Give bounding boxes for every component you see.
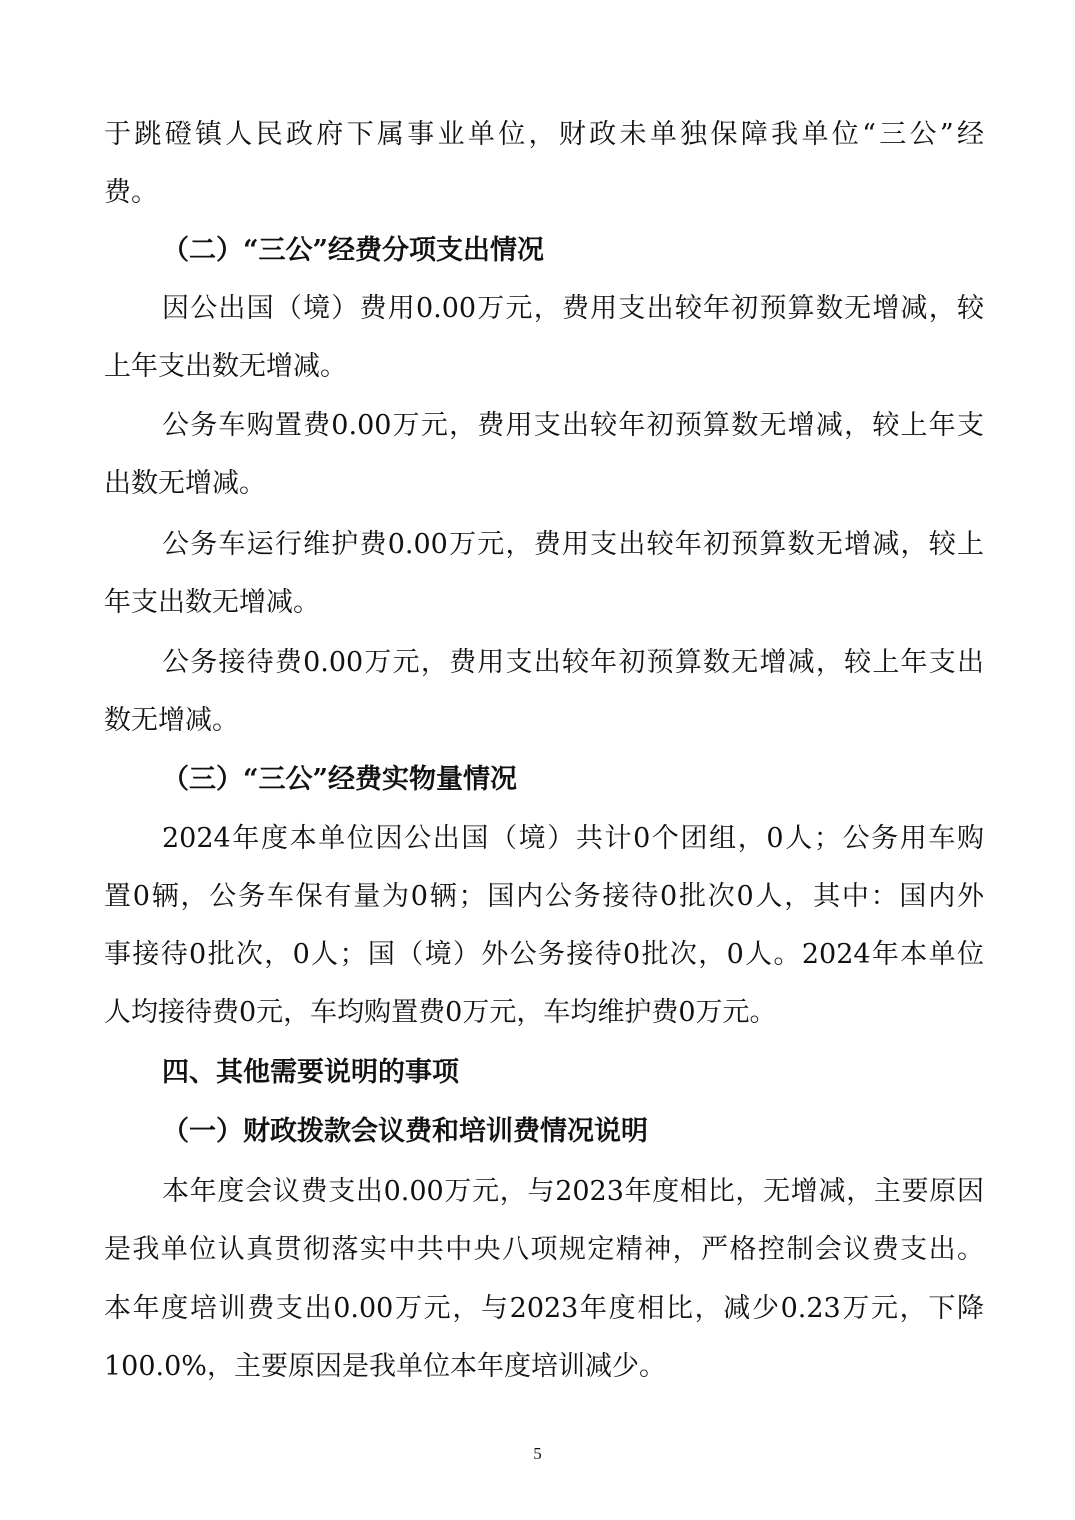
section-heading: （二）“三公”经费分项支出情况 [162, 235, 545, 266]
paragraph-line: 上年支出数无增减。 [104, 351, 347, 382]
paragraph-line: 数无增减。 [104, 705, 239, 736]
paragraph-line: 出数无增减。 [104, 468, 266, 499]
paragraph-line: 2024年度本单位因公出国（境）共计0个团组，0人；公务用车购 [162, 823, 984, 854]
paragraph-line: 本年度会议费支出0.00万元，与2023年度相比，无增减，主要原因 [162, 1176, 984, 1207]
section-heading: 四、其他需要说明的事项 [162, 1057, 459, 1088]
paragraph-line: 公务车运行维护费0.00万元，费用支出较年初预算数无增减，较上 [162, 529, 984, 560]
paragraph-line: 于跳磴镇人民政府下属事业单位，财政未单独保障我单位“三公”经 [104, 119, 984, 150]
section-heading: （一）财政拨款会议费和培训费情况说明 [162, 1116, 648, 1147]
paragraph-line: 本年度培训费支出0.00万元，与2023年度相比，减少0.23万元，下降 [104, 1293, 984, 1324]
paragraph-line: 费。 [104, 177, 158, 208]
paragraph-line: 因公出国（境）费用0.00万元，费用支出较年初预算数无增减，较 [162, 293, 984, 324]
section-heading: （三）“三公”经费实物量情况 [162, 764, 518, 795]
paragraph-line: 人均接待费0元，车均购置费0万元，车均维护费0万元。 [104, 997, 777, 1028]
paragraph-line: 公务接待费0.00万元，费用支出较年初预算数无增减，较上年支出 [162, 647, 984, 678]
paragraph-line: 事接待0批次，0人；国（境）外公务接待0批次，0人。2024年本单位 [104, 939, 984, 970]
paragraph-line: 置0辆，公务车保有量为0辆；国内公务接待0批次0人，其中：国内外 [104, 881, 984, 912]
page-number: 5 [533, 1444, 542, 1463]
paragraph-line: 公务车购置费0.00万元，费用支出较年初预算数无增减，较上年支 [162, 410, 984, 441]
paragraph-line: 年支出数无增减。 [104, 587, 320, 618]
paragraph-line: 100.0%，主要原因是我单位本年度培训减少。 [104, 1351, 666, 1382]
paragraph-line: 是我单位认真贯彻落实中共中央八项规定精神，严格控制会议费支出。 [104, 1234, 984, 1265]
